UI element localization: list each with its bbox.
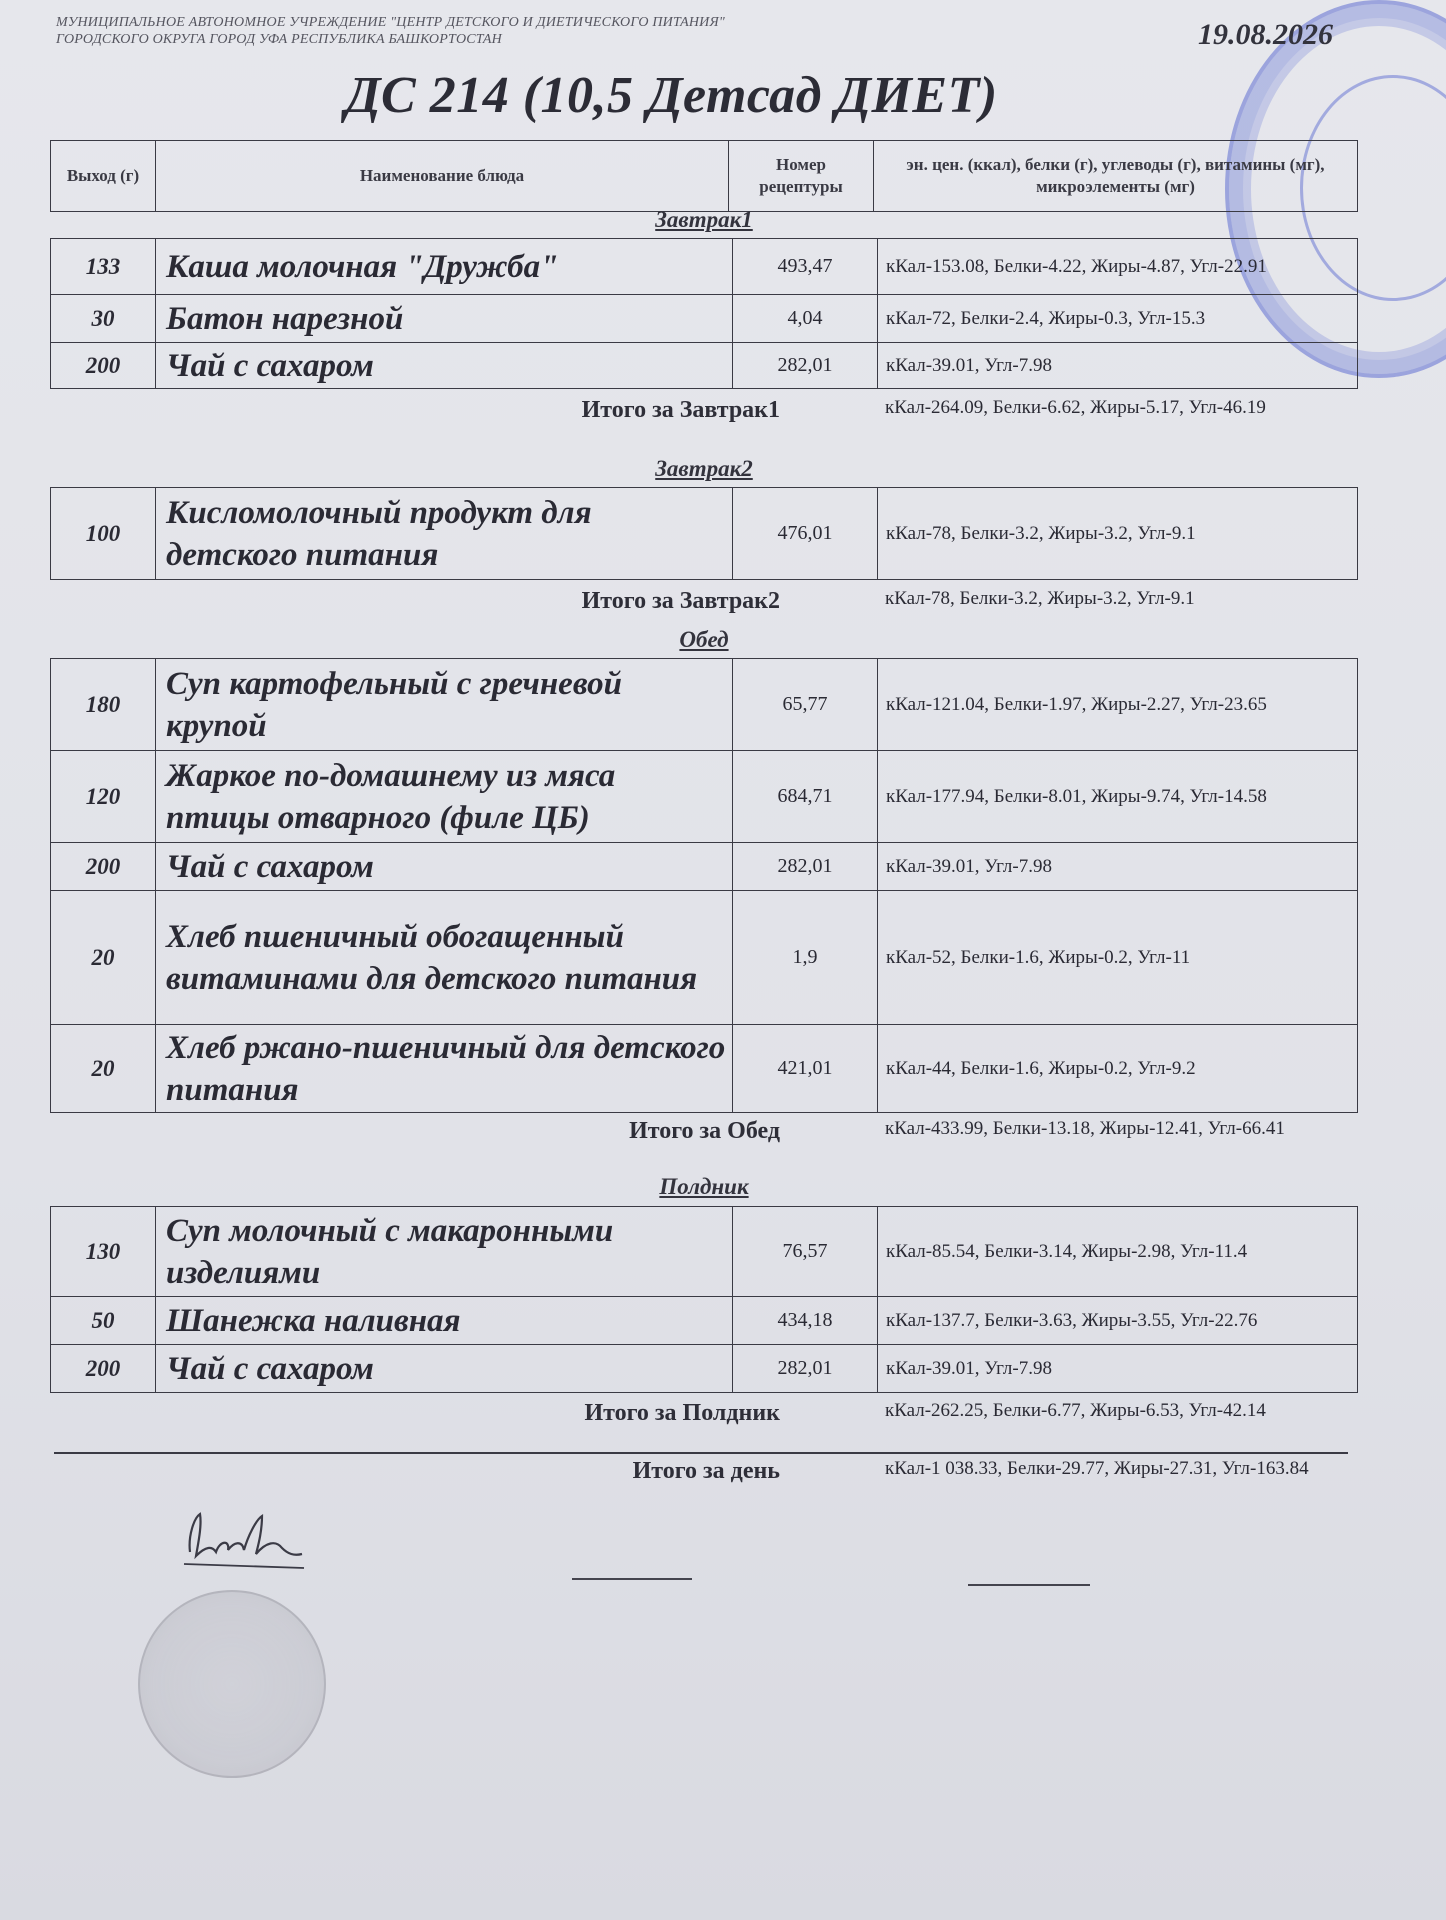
day-total [50, 1456, 1358, 1510]
column-header-name: Наименование блюда [156, 141, 729, 212]
dish-recipe: 434,18 [733, 1297, 878, 1345]
dish-nutrition: кКал-39.01, Угл-7.98 [878, 843, 1358, 891]
table-row [51, 239, 1358, 295]
dish-output: 120 [51, 751, 156, 843]
meal-table-breakfast2 [50, 487, 1358, 580]
dish-output: 200 [51, 343, 156, 389]
table-row [51, 751, 1358, 843]
faded-gray-stamp [138, 1590, 326, 1778]
table-row [51, 488, 1358, 580]
dish-name: Чай с сахаром [156, 343, 733, 389]
table-row [51, 1025, 1358, 1113]
table-row [51, 891, 1358, 1025]
table-row [51, 659, 1358, 751]
meal-table-afternoon-snack [50, 1206, 1358, 1393]
dish-recipe: 476,01 [733, 488, 878, 580]
meal-total-value: кКал-264.09, Белки-6.62, Жиры-5.17, Угл-46.19 [885, 397, 1266, 418]
meal-total-label: Итого за Обед [629, 1118, 780, 1144]
column-header-recipe: Номер рецептуры [729, 141, 874, 212]
dish-nutrition: кКал-85.54, Белки-3.14, Жиры-2.98, Угл-11.4 [878, 1207, 1358, 1297]
section-title-breakfast1: Завтрак1 [655, 207, 753, 232]
section-title-lunch: Обед [679, 627, 729, 652]
dish-nutrition: кКал-121.04, Белки-1.97, Жиры-2.27, Угл-23.65 [878, 659, 1358, 751]
dish-name: Батон нарезной [156, 295, 733, 343]
dish-output: 200 [51, 843, 156, 891]
table-row [51, 1207, 1358, 1297]
dish-output: 100 [51, 488, 156, 580]
dish-nutrition: кКал-72, Белки-2.4, Жиры-0.3, Угл-15.3 [878, 295, 1358, 343]
meal-total-afternoon-snack [50, 1398, 1358, 1452]
dish-recipe: 282,01 [733, 843, 878, 891]
table-row [51, 343, 1358, 389]
dish-output: 200 [51, 1345, 156, 1393]
section-title-afternoon-snack: Полдник [659, 1174, 749, 1199]
menu-title: ДС 214 (10,5 Детсад ДИЕТ) [345, 67, 998, 124]
dish-recipe: 1,9 [733, 891, 878, 1025]
table-row [51, 295, 1358, 343]
day-total-divider [54, 1452, 1348, 1454]
dish-output: 20 [51, 891, 156, 1025]
dish-name: Кисломолочный продукт для детского питания [156, 488, 733, 580]
dish-output: 20 [51, 1025, 156, 1113]
day-total-value: кКал-1 038.33, Белки-29.77, Жиры-27.31, Угл-163.84 [885, 1458, 1309, 1479]
dish-nutrition: кКал-39.01, Угл-7.98 [878, 343, 1358, 389]
dish-recipe: 684,71 [733, 751, 878, 843]
organization-name: МУНИЦИПАЛЬНОЕ АВТОНОМНОЕ УЧРЕЖДЕНИЕ "ЦЕНТР ДЕТСКОГО И ДИЕТИЧЕСКОГО ПИТАНИЯ" ГОРОДСКОГО ОКРУГА ГОРОД УФА РЕСПУБЛИКА БАШКОРТОСТАН [56, 15, 725, 47]
column-header-nutrition: эн. цен. (ккал), белки (г), углеводы (г), витамины (мг), микроэлементы (мг) [874, 141, 1358, 212]
dish-nutrition: кКал-44, Белки-1.6, Жиры-0.2, Угл-9.2 [878, 1025, 1358, 1113]
dish-recipe: 421,01 [733, 1025, 878, 1113]
dish-name: Жаркое по-домашнему из мяса птицы отварного (филе ЦБ) [156, 751, 733, 843]
dish-recipe: 4,04 [733, 295, 878, 343]
section-title-breakfast2: Завтрак2 [655, 456, 753, 481]
document-date: 19.08.2026 [1198, 18, 1333, 51]
dish-output: 180 [51, 659, 156, 751]
handwritten-signature [178, 1506, 308, 1578]
day-total-label: Итого за день [632, 1458, 780, 1484]
dish-recipe: 65,77 [733, 659, 878, 751]
meal-total-breakfast1 [50, 395, 1358, 449]
meal-total-lunch [50, 1116, 1358, 1170]
table-row [51, 843, 1358, 891]
dish-output: 133 [51, 239, 156, 295]
dish-recipe: 493,47 [733, 239, 878, 295]
meal-table-breakfast1 [50, 238, 1358, 389]
meal-total-value: кКал-262.25, Белки-6.77, Жиры-6.53, Угл-42.14 [885, 1400, 1266, 1421]
meal-total-value: кКал-78, Белки-3.2, Жиры-3.2, Угл-9.1 [885, 588, 1195, 609]
column-header-table [50, 140, 1358, 212]
dish-nutrition: кКал-78, Белки-3.2, Жиры-3.2, Угл-9.1 [878, 488, 1358, 580]
table-row [51, 1297, 1358, 1345]
dish-name: Каша молочная "Дружба" [156, 239, 733, 295]
signature-line-1 [572, 1578, 692, 1580]
meal-total-label: Итого за Полдник [584, 1400, 780, 1426]
dish-recipe: 76,57 [733, 1207, 878, 1297]
dish-recipe: 282,01 [733, 1345, 878, 1393]
dish-nutrition: кКал-52, Белки-1.6, Жиры-0.2, Угл-11 [878, 891, 1358, 1025]
dish-nutrition: кКал-153.08, Белки-4.22, Жиры-4.87, Угл-22.91 [878, 239, 1358, 295]
dish-name: Суп молочный с макаронными изделиями [156, 1207, 733, 1297]
dish-output: 30 [51, 295, 156, 343]
meal-total-label: Итого за Завтрак1 [581, 397, 780, 423]
dish-name: Шанежка наливная [156, 1297, 733, 1345]
meal-table-lunch [50, 658, 1358, 1113]
dish-name: Чай с сахаром [156, 1345, 733, 1393]
dish-recipe: 282,01 [733, 343, 878, 389]
dish-nutrition: кКал-177.94, Белки-8.01, Жиры-9.74, Угл-14.58 [878, 751, 1358, 843]
signature-line-2 [968, 1584, 1090, 1586]
dish-output: 50 [51, 1297, 156, 1345]
dish-nutrition: кКал-137.7, Белки-3.63, Жиры-3.55, Угл-22.76 [878, 1297, 1358, 1345]
dish-name: Хлеб ржано-пшеничный для детского питания [156, 1025, 733, 1113]
column-header-output: Выход (г) [51, 141, 156, 212]
dish-nutrition: кКал-39.01, Угл-7.98 [878, 1345, 1358, 1393]
dish-name: Чай с сахаром [156, 843, 733, 891]
dish-name: Хлеб пшеничный обогащенный витаминами для детского питания [156, 891, 733, 1025]
dish-output: 130 [51, 1207, 156, 1297]
table-row [51, 1345, 1358, 1393]
meal-total-label: Итого за Завтрак2 [581, 588, 780, 614]
dish-name: Суп картофельный с гречневой крупой [156, 659, 733, 751]
meal-total-value: кКал-433.99, Белки-13.18, Жиры-12.41, Угл-66.41 [885, 1118, 1285, 1139]
